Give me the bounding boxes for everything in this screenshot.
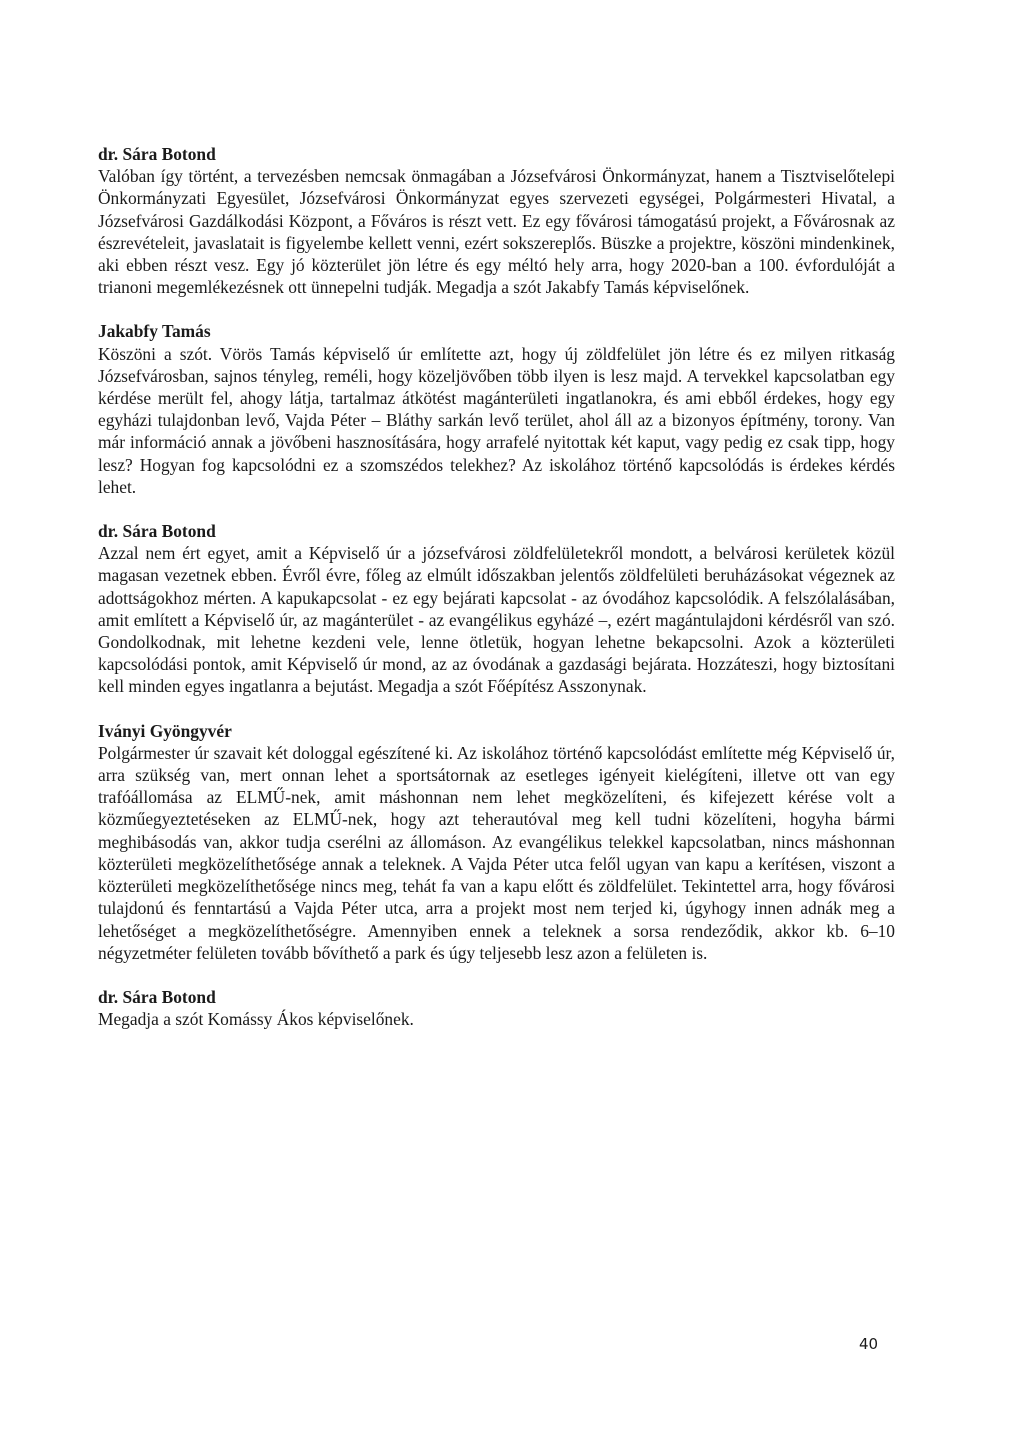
page-number: 40 — [859, 1335, 879, 1353]
speech-block — [98, 986, 895, 1030]
speaker-name: dr. Sára Botond — [98, 521, 216, 542]
speaker-name: Iványi Gyöngyvér — [98, 720, 232, 741]
speech-text: Megadja a szót Komássy Ákos képviselőnek. — [98, 1009, 414, 1030]
document-body — [98, 143, 895, 1052]
speech-block — [98, 143, 895, 298]
speech-text: Köszöni a szót. Vörös Tamás képviselő úr említette azt, hogy új zöldfelület jön létre és ez milyen ritkaság Józsefvárosban, sajnos tényleg, reméli, hogy közeljövőben több ilyen is lesz majd. A tervekkel kapcsolatban egy kérdése merült fel, ahogy látja, tartalmaz átkötést magánterületi ingatlanokra, és ami ebből érdekes, hogy egy egyházi tulajdonban levő, Vajda Péter – Bláthy sarkán levő terület, ahol áll az a bizonyos építmény, torony. Van már információ annak a jövőbeni hasznosítására, hogy arrafelé nyitottak két kaput, vagy pedig ez csak tipp, hogy lesz? Hogyan fog kapcsolódni ez a szomszédos telekhez? Az iskolához történő kapcsolódás is érdekes kérdés lehet. — [98, 343, 895, 497]
speech-block — [98, 720, 895, 964]
speech-text: Azzal nem ért egyet, amit a Képviselő úr a józsefvárosi zöldfelületekről mondott, a belvárosi kerületek közül magasan vezetnek ebben. Évről évre, főleg az elmúlt időszakban jelentős zöldfelületi beruházásokat végeznek az adottságokhoz mérten. A kapukapcsolat - ez egy bejárati kapcsolat - az óvodához kapcsolódik. A felszólalásában, amit említett a Képviselő úr, az magánterület - az evangélikus egyházé –, ezért magántulajdoni kérdésről van szó. Gondolkodnak, mit lehetne kezdeni vele, lenne ötletük, hogyan lehetne bekapcsolni. Azok a közterületi kapcsolódási pontok, amit Képviselő úr mond, az az óvodának a gazdasági bejárata. Hozzáteszi, hogy biztosítani kell minden egyes ingatlanra a bejutást. Megadja a szót Főépítész Asszonynak. — [98, 543, 895, 697]
speech-block — [98, 520, 895, 698]
speech-block — [98, 320, 895, 498]
speech-text: Polgármester úr szavait két dologgal egészítené ki. Az iskolához történő kapcsolódást említette még Képviselő úr, arra szükség van, mert onnan lehet a sportsátornak az esetleges igényeit kielégíteni, illetve ott van egy trafóállomása az ELMŰ-nek, amit máshonnan nem lehet megközelíteni, és kifejezett kérése volt a közműegyeztetéseken az ELMŰ-nek, hogy azt teherautóval meg kell tudni közelíteni, hogyha bármi meghibásodás van, akkor tudja cserélni az állomáson. Az evangélikus telekkel kapcsolatban, nincs máshonnan közterületi megközelíthetősége annak a teleknek. A Vajda Péter utca felől ugyan van kapu a kerítésen, viszont a közterületi megközelíthetősége nincs meg, tehát fa van a kapu előtt és zöldfelület. Tekintettel arra, hogy fővárosi tulajdonú és fenntartású a Vajda Péter utca, arra a projekt most nem terjed ki, úgyhogy innen adnák meg a lehetőséget a megközelíthetőségre. Amennyiben ennek a teleknek a sorsa rendeződik, akkor kb. 6–10 négyzetméter felületen tovább bővíthető a park és úgy teljesebb lesz azon a felületen is. — [98, 742, 895, 963]
speaker-name: dr. Sára Botond — [98, 144, 216, 164]
speaker-name: Jakabfy Tamás — [98, 321, 211, 342]
speaker-name: dr. Sára Botond — [98, 986, 216, 1007]
speech-text: Valóban így történt, a tervezésben nemcsak önmagában a Józsefvárosi Önkormányzat, hanem a Tisztviselőtelepi Önkormányzati Egyesület, Józsefvárosi Önkormányzat egyes szervezeti egységei, Polgármesteri Hivatal, a Józsefvárosi Gazdálkodási Központ, a Főváros is részt vett. Ez egy fővárosi támogatású projekt, a Fővárosnak az észrevételeit, javaslatait is figyelembe kellett venni, ezért sokszereplős. Büszke a projektre, köszöni mindenkinek, aki ebben részt vesz. Egy jó közterület jön létre és egy méltó hely arra, hogy 2020-ban a 100. évfordulóját a trianoni megemlékezésnek ott ünnepelni tudják. Megadja a szót Jakabfy Tamás képviselőnek. — [98, 166, 895, 298]
